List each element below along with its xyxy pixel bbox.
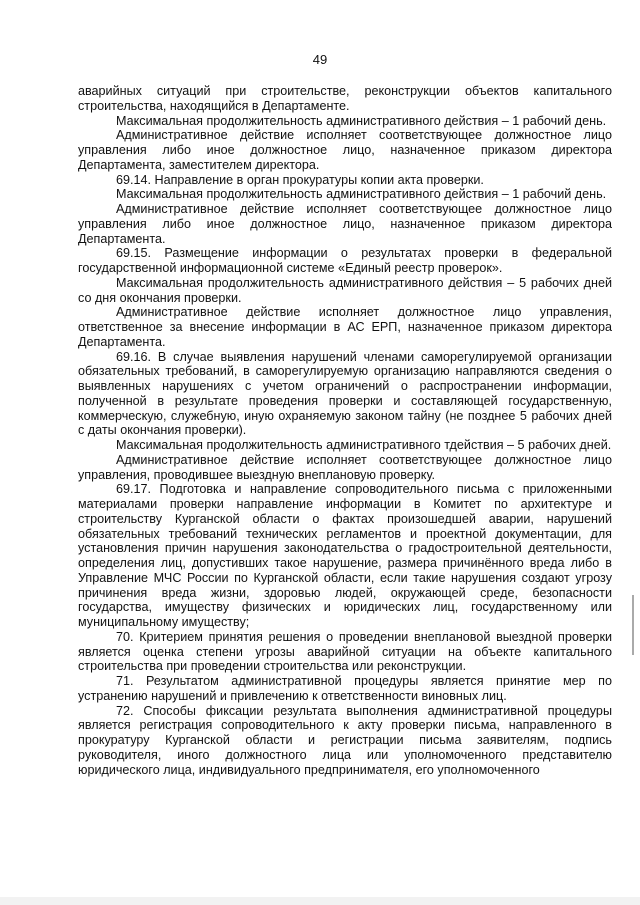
paragraph-duration-1: Максимальная продолжительность административного действия – 1 рабочий день. (116, 113, 607, 128)
paragraph-duration-4: Максимальная продолжительность административного тдействия – 5 рабочих дней. (116, 438, 612, 452)
paragraph-71: 71. Результатом административной процедуры является принятие мер по устранению нарушений и привлечению к ответственности виновных лиц. (78, 674, 612, 703)
paragraph-continuation: аварийных ситуаций при строительстве, реконструкции объектов капитального строительства, находящийся в Департаменте. (78, 84, 612, 113)
paragraph-executor-1: Административное действие исполняет соответствующее должностное лицо управления либо иное должностное лицо, назначенное приказом директора Департамента, заместителем директора. (78, 128, 612, 172)
paragraph-69-15: 69.15. Размещение информации о результатах проверки в федеральной государственной информационной системе «Единый реестр проверок». (78, 246, 612, 275)
paragraph-69-17: 69.17. Подготовка и направление сопроводительного письма с приложенными материалами проверки направление информации в Комитет по архитектуре и строительству Курганской области о фактах произошедшей аварии, нарушений обязательных требований технических регламентов и проектной документации, для установления причин нарушения законодательства о градостроительной деятельности, определения лиц, допустивших такое нарушение, размера причинённого вреда либо в Управление МЧС России по Курганской области, если такие нарушения создают угрозу причинения вреда жизни, здоровью людей, окружающей среде, безопасности государства, имуществу физических и юридических лиц, государственному или муниципальному имуществу; (78, 482, 612, 629)
paragraph-executor-3: Административное действие исполняет должностное лицо управления, ответственное за внесение информации в АС ЕРП, назначенное приказом директора Департамента. (78, 305, 612, 349)
paragraph-72: 72. Способы фиксации результата выполнения административной процедуры является регистрация сопроводительного к акту проверки письма, направленного в прокуратуру Курганской области и регистрации письма заявителям, подпись руководителя, иного должностного лица или уполномоченного представителю юридического лица, индивидуального предпринимателя, его уполномоченного (78, 703, 612, 777)
document-body (78, 84, 612, 777)
paragraph-duration-3: Максимальная продолжительность административного действия – 5 рабочих дней со дня окончания проверки. (78, 275, 612, 305)
scan-edge-mark (632, 595, 634, 655)
paragraph-executor-2: Административное действие исполняет соответствующее должностное лицо управления либо иное должностное лицо, назначенное приказом директора Департамента. (78, 202, 612, 246)
scan-bottom-edge (0, 897, 640, 905)
page-number: 49 (312, 52, 328, 67)
paragraph-69-14: 69.14. Направление в орган прокуратуры копии акта проверки. (116, 172, 484, 187)
paragraph-duration-2: Максимальная продолжительность административного действия – 1 рабочий день. (116, 187, 607, 202)
paragraph-executor-4: Административное действие исполняет соответствующее должностное лицо управления, проводившее выездную внеплановую проверку. (78, 452, 612, 482)
paragraph-70: 70. Критерием принятия решения о проведении внеплановой выездной проверки является оценка степени угрозы аварийной ситуации на объекте капитального строительства при проведении строительства или реконструкции. (78, 629, 612, 674)
paragraph-69-16: 69.16. В случае выявления нарушений членами саморегулируемой организации обязательных требований, в саморегулируемую организацию направляются сведения о выявленных нарушениях с учетом ограничений о распространении информации, полученной в результате проведения проверки и составляющей государственную, коммерческую, служебную, иную охраняемую законом тайну (не позднее 5 рабочих дней с даты окончания проверки). (78, 349, 612, 438)
